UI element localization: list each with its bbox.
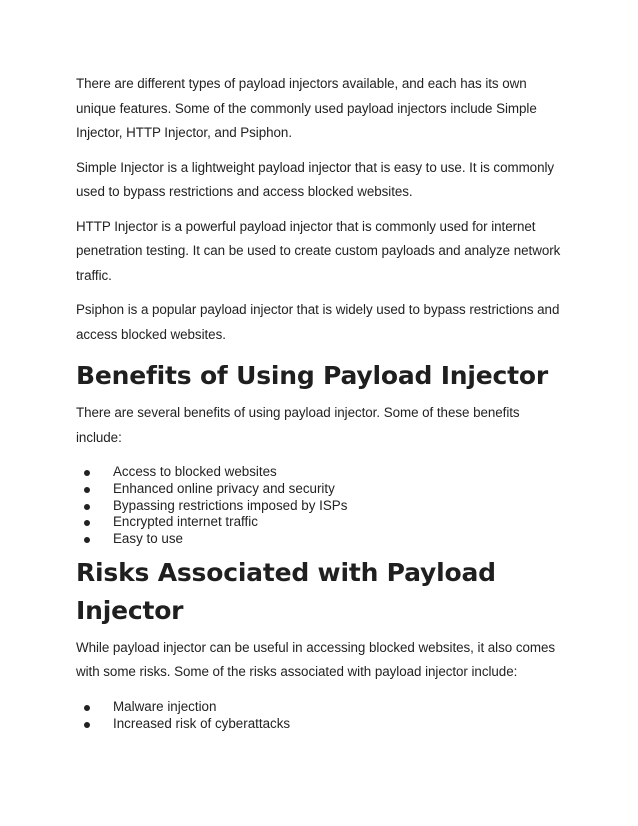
bullet-icon: [84, 487, 90, 493]
paragraph-http-injector: HTTP Injector is a powerful payload injector that is commonly used for internet penetration testing. It can be used to create custom payloads and analyze network traffic.: [76, 218, 561, 283]
list-item: [76, 514, 566, 531]
list-item-text: Increased risk of cyberattacks: [113, 715, 291, 731]
paragraph-types-overview: There are different types of payload injectors available, and each has its own unique features. Some of the commonly used payload injectors include Simple Injector, HTTP Injector, and Psiphon.: [76, 76, 537, 140]
list-item: [76, 531, 566, 548]
list-item-text: Access to blocked websites: [113, 464, 277, 479]
document-body: [76, 72, 566, 739]
list-item-text: Bypassing restrictions imposed by ISPs: [113, 497, 348, 513]
bullet-icon: [84, 705, 90, 711]
bullet-icon: [84, 520, 90, 526]
paragraph-simple-injector: Simple Injector is a lightweight payload injector that is easy to use. It is commonly used to bypass restrictions and access blocked websites.: [76, 159, 555, 199]
list-item: [76, 498, 566, 515]
paragraph-psiphon: Psiphon is a popular payload injector that is widely used to bypass restrictions and access blocked websites.: [76, 302, 560, 342]
list-item-text: Encrypted internet traffic: [113, 514, 258, 530]
risks-intro: While payload injector can be useful in accessing blocked websites, it also comes with some risks. Some of the risks associated with payload injector include:: [76, 639, 556, 680]
list-item-text: Malware injection: [113, 698, 217, 714]
benefits-heading: Benefits of Using Payload Injector: [76, 361, 549, 390]
risks-list: [76, 699, 566, 733]
list-item-text: Easy to use: [113, 531, 183, 547]
list-item: [76, 464, 566, 481]
list-item-text: Enhanced online privacy and security: [113, 480, 335, 496]
list-item: [76, 481, 566, 498]
bullet-icon: [84, 504, 90, 510]
bullet-icon: [84, 722, 90, 728]
risks-heading: Risks Associated with Payload Injector: [76, 557, 496, 625]
bullet-icon: [84, 470, 90, 476]
bullet-icon: [84, 537, 90, 543]
benefits-intro: There are several benefits of using payload injector. Some of these benefits include:: [76, 405, 520, 445]
list-item: [76, 716, 566, 733]
list-item: [76, 699, 566, 716]
benefits-list: [76, 464, 566, 548]
